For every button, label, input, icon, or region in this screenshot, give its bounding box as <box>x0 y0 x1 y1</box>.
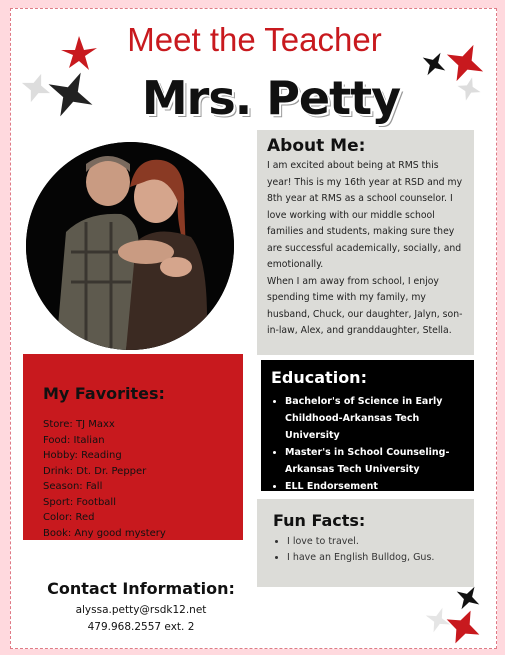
about-me-section <box>257 130 474 355</box>
favorites-heading: My Favorites: <box>43 384 165 403</box>
contact-email[interactable]: alyssa.petty@rsdk12.net <box>75 604 207 616</box>
fun-facts-heading: Fun Facts: <box>273 511 366 530</box>
star-icon <box>19 71 53 105</box>
page-title: Meet the Teacher <box>127 21 382 58</box>
list-item: Food: Italian <box>43 434 105 446</box>
education-heading: Education: <box>271 368 367 387</box>
favorites-list <box>43 417 243 541</box>
list-item: • Bachelor's of Science in Early Childhood-Arkansas Tech University <box>285 393 464 444</box>
fun-facts-section <box>257 499 474 587</box>
list-item: Store: TJ Maxx <box>43 419 115 430</box>
teacher-photo <box>26 142 234 350</box>
education-list <box>271 393 464 495</box>
list-item: • I love to travel. <box>287 534 458 550</box>
list-item: Color: Red <box>43 512 95 523</box>
list-item: Sport: Football <box>43 496 116 508</box>
list-item: Season: Fall <box>43 481 103 492</box>
star-icon <box>455 75 483 103</box>
teacher-name: Mrs. Petty <box>141 71 401 125</box>
list-item: Drink: Dt. Dr. Pepper <box>43 465 147 477</box>
fun-facts-list <box>273 534 458 566</box>
list-item: • I have an English Bulldog, Gus. <box>287 550 458 566</box>
about-paragraph-2: When I am away from school, I enjoy spending time with my family, my husband, Chuck, our daughter, Jalyn, son-in-law, Alex, and granddaughter, Stella. <box>267 275 463 336</box>
flyer-page <box>10 8 497 649</box>
contact-phone: 479.968.2557 ext. 2 <box>87 621 195 633</box>
about-heading: About Me: <box>267 136 366 156</box>
star-icon <box>443 607 483 647</box>
list-item: Hobby: Reading <box>43 450 122 461</box>
contact-heading: Contact Information: <box>47 579 235 598</box>
list-item: • ELL Endorsement <box>285 478 464 495</box>
list-item: • Master's in School Counseling-Arkansas Tech University <box>285 444 464 478</box>
favorites-section <box>23 354 243 540</box>
contact-section <box>31 579 251 636</box>
about-paragraph-1: I am excited about being at RMS this year! This is my 16th year at RSD and my 8th year at RMS as a school counselor. I love working with our middle school families and students, making sure they are successful academically, socially, and emotionally. <box>267 160 463 270</box>
education-section <box>261 360 474 491</box>
list-item: Book: Any good mystery <box>43 527 166 539</box>
